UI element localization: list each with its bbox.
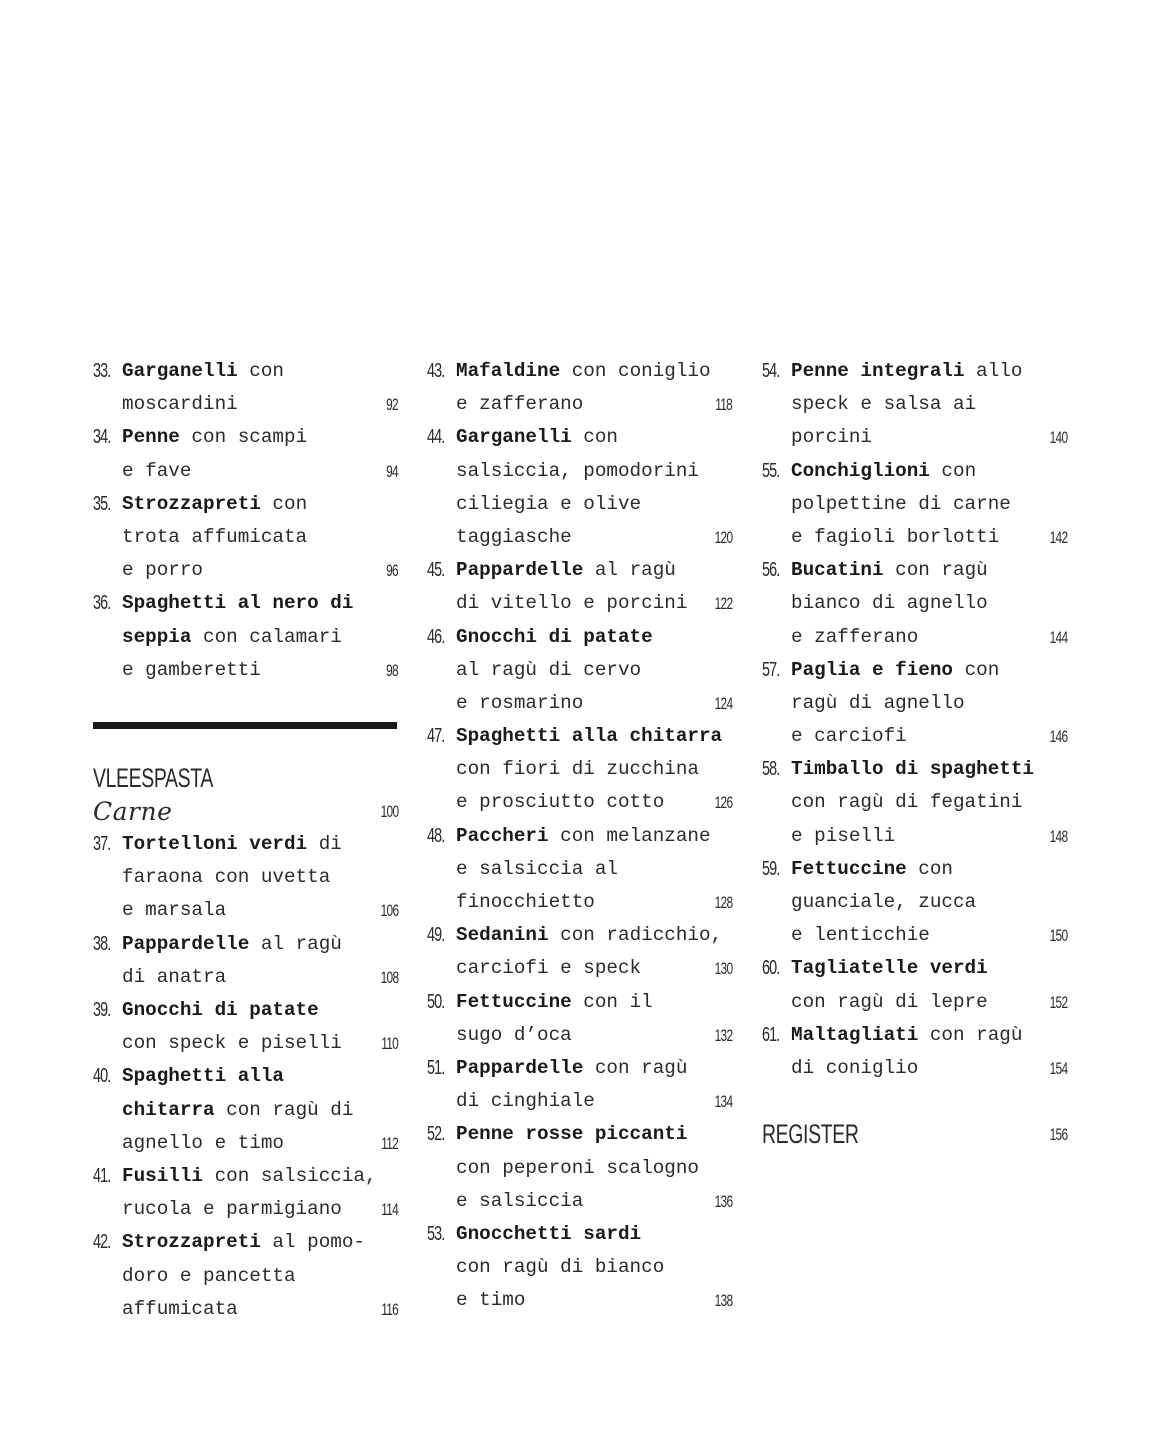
entry-description: e porro (122, 559, 203, 582)
entry-description: e fave (122, 459, 192, 482)
entry-line (93, 521, 398, 554)
section-subtitle: Carne (93, 796, 173, 826)
section-subtitle-row[interactable] (93, 795, 398, 828)
entry-number: 61. (762, 1023, 780, 1046)
toc-entry[interactable] (427, 355, 732, 421)
entry-description: e marsala (122, 899, 227, 922)
entry-line (762, 388, 1067, 421)
toc-entry[interactable] (93, 488, 398, 588)
entry-line (427, 1019, 732, 1052)
entry-line (427, 886, 732, 919)
entry-line (427, 952, 732, 985)
entry-page-number: 146 (1049, 727, 1067, 747)
entry-description: sugo d’oca (456, 1023, 572, 1046)
entry-page-number: 122 (714, 594, 732, 614)
entry-line (93, 621, 398, 654)
entry-description: con ragù di (214, 1098, 354, 1121)
entry-page-number: 92 (386, 395, 398, 415)
entry-page-number: 116 (381, 1299, 398, 1319)
entry-line (427, 1218, 732, 1251)
entry-line (427, 621, 732, 654)
entry-description: e zafferano (791, 625, 919, 648)
entry-page-number: 132 (714, 1025, 732, 1045)
entry-number: 41. (93, 1164, 111, 1187)
entry-number: 39. (93, 999, 111, 1021)
entry-line (93, 1193, 398, 1226)
pasta-name: Maltagliati (791, 1023, 919, 1046)
entry-line (93, 894, 398, 927)
entry-line (93, 421, 398, 454)
toc-entry[interactable] (762, 654, 1067, 754)
entry-description: con radicchio, (548, 924, 723, 947)
entry-line (427, 919, 732, 952)
entry-description: con ragù (918, 1023, 1023, 1046)
entry-number: 50. (427, 990, 445, 1013)
entry-description: e carciofi (791, 725, 907, 748)
entry-line (762, 1052, 1067, 1085)
entry-page-number: 152 (1049, 992, 1067, 1012)
pasta-name: Penne integrali (791, 360, 965, 382)
entry-page-number: 128 (714, 893, 732, 912)
entry-description: di (307, 833, 342, 856)
pasta-name: Fusilli (122, 1164, 203, 1187)
entry-page-number: 118 (715, 395, 732, 415)
entry-number: 36. (93, 592, 111, 615)
entry-line (93, 1127, 398, 1160)
entry-line (93, 994, 398, 1027)
entry-description: bianco di agnello (791, 592, 988, 615)
entry-description: con calamari (191, 625, 342, 648)
entry-page-number: 142 (1049, 527, 1067, 547)
entry-description: con peperoni scalogno (456, 1156, 699, 1179)
entry-line (427, 654, 732, 687)
pasta-name: Bucatini (791, 559, 884, 582)
entry-line (93, 388, 398, 421)
toc-entry[interactable] (427, 421, 732, 554)
entry-number: 56. (762, 559, 780, 582)
entry-line (762, 587, 1067, 620)
entry-line (762, 521, 1067, 554)
pasta-name: Tagliatelle verdi (791, 957, 988, 980)
section-title: VLEESPASTA (93, 762, 213, 793)
entry-number: 34. (93, 426, 111, 449)
toc-entry[interactable] (762, 952, 1067, 1018)
entry-line (427, 986, 732, 1019)
toc-entry[interactable] (427, 1052, 732, 1118)
entry-line (762, 820, 1067, 853)
entry-page-number: 120 (714, 527, 732, 547)
toc-entry[interactable] (93, 587, 398, 687)
entry-number: 33. (93, 360, 111, 382)
toc-entry[interactable] (93, 928, 398, 994)
entry-line (762, 853, 1067, 886)
entry-line (762, 687, 1067, 720)
entry-number: 37. (93, 833, 111, 856)
entry-description: con ragù (583, 1056, 688, 1079)
toc-entry[interactable] (93, 1226, 398, 1326)
toc-entry[interactable] (427, 986, 732, 1052)
entry-description: trota affumicata (122, 525, 308, 548)
entry-page-number: 144 (1049, 627, 1067, 647)
entry-page-number: 134 (714, 1092, 732, 1112)
entry-description: al ragù (583, 559, 676, 582)
entry-line (427, 388, 732, 421)
entry-line (762, 986, 1067, 1019)
entry-description: agnello e timo (122, 1131, 284, 1154)
entry-description: con (237, 360, 285, 382)
register-link[interactable] (762, 1118, 1067, 1151)
entry-number: 59. (762, 857, 780, 880)
entry-number: 43. (427, 360, 445, 382)
entry-description: speck e salsa ai (791, 393, 977, 416)
entry-page-number: 138 (714, 1291, 732, 1311)
toc-entry[interactable] (93, 1160, 398, 1226)
entry-description: con (571, 426, 619, 449)
entry-line (93, 861, 398, 894)
entry-line (93, 928, 398, 961)
entry-line (427, 687, 732, 720)
entry-description: con salsiccia, (203, 1164, 377, 1187)
entry-number: 40. (93, 1065, 111, 1088)
entry-description: ciliegia e olive (456, 492, 642, 515)
entry-line (93, 455, 398, 488)
entry-line (762, 421, 1067, 454)
entry-number: 51. (427, 1056, 445, 1079)
entry-description: con fiori di zucchina (456, 758, 699, 781)
pasta-name: Pappardelle (456, 1056, 584, 1079)
entry-description: allo (964, 360, 1023, 382)
entry-line (93, 1260, 398, 1293)
pasta-name: Mafaldine (456, 360, 561, 382)
pasta-name: Spaghetti alla chitarra (456, 725, 723, 748)
pasta-name: seppia (122, 625, 192, 648)
entry-description: e gamberetti (122, 658, 261, 681)
entry-number: 55. (762, 459, 780, 482)
pasta-name: Conchiglioni (791, 459, 930, 482)
entry-page-number: 124 (714, 693, 732, 713)
entry-description: e rosmarino (456, 691, 584, 714)
entry-line (427, 1052, 732, 1085)
entry-description: salsiccia, pomodorini (456, 459, 699, 482)
pasta-name: Strozzapreti (122, 492, 261, 515)
entry-page-number: 140 (1049, 428, 1067, 448)
toc-entry[interactable] (427, 621, 732, 721)
entry-number: 52. (427, 1123, 445, 1146)
register-title: REGISTER (762, 1119, 859, 1150)
pasta-name: Paglia e fieno (791, 658, 953, 681)
toc-entry[interactable] (427, 554, 732, 620)
entry-number: 47. (427, 725, 445, 748)
entry-line (427, 1251, 732, 1284)
entry-page-number: 130 (714, 959, 732, 979)
entry-description: e timo (456, 1289, 526, 1312)
entry-line (762, 488, 1067, 521)
toc-entry[interactable] (427, 1118, 732, 1218)
toc-column-1 (93, 355, 398, 1326)
entry-page-number: 96 (386, 561, 398, 581)
entry-line (427, 1185, 732, 1218)
entry-line (427, 1152, 732, 1185)
entry-line (762, 952, 1067, 985)
pasta-name: Fettuccine (456, 990, 572, 1013)
toc-entry[interactable] (427, 720, 732, 820)
entry-line (93, 828, 398, 861)
pasta-name: Penne rosse piccanti (456, 1123, 688, 1146)
section-divider (93, 722, 397, 729)
pasta-name: Garganelli (122, 360, 238, 382)
entry-line (762, 654, 1067, 687)
entry-line (762, 886, 1067, 919)
entry-line (93, 1293, 398, 1326)
toc-entry[interactable] (762, 853, 1067, 953)
entry-number: 54. (762, 360, 780, 382)
entry-page-number: 148 (1049, 826, 1067, 846)
entry-number: 57. (762, 658, 780, 681)
toc-entry[interactable] (762, 554, 1067, 654)
entry-list-before (93, 355, 398, 687)
pasta-name: Gnocchi di patate (122, 999, 319, 1021)
entry-description: di coniglio (791, 1056, 919, 1079)
entry-description: di cinghiale (456, 1090, 595, 1113)
entry-description: con il (571, 990, 653, 1013)
entry-description: moscardini (122, 393, 238, 416)
entry-line (427, 753, 732, 786)
entry-line (427, 1085, 732, 1118)
entry-line (427, 786, 732, 819)
entry-line (93, 355, 398, 388)
entry-number: 60. (762, 957, 780, 980)
entry-number: 44. (427, 426, 445, 449)
entry-line (427, 853, 732, 886)
entry-description: e lenticchie (791, 924, 930, 947)
pasta-name: Penne (122, 426, 180, 449)
entry-description: al ragù di cervo (456, 658, 642, 681)
entry-line (762, 919, 1067, 952)
register-page-number: 156 (1049, 1125, 1067, 1145)
entry-number: 42. (93, 1231, 111, 1254)
entry-line (762, 554, 1067, 587)
entry-description: e salsiccia al (456, 857, 618, 880)
entry-line (93, 1094, 398, 1127)
entry-description: di anatra (122, 965, 227, 988)
entry-page-number: 94 (386, 461, 398, 481)
toc-entry[interactable] (427, 820, 732, 920)
entry-description: e prosciutto cotto (456, 791, 665, 814)
entry-line (93, 587, 398, 620)
section-page-number: 100 (380, 801, 398, 821)
entry-number: 48. (427, 824, 445, 847)
pasta-name: Garganelli (456, 426, 572, 449)
entry-description: polpettine di carne (791, 492, 1011, 515)
entry-description: con ragù di fegatini (791, 791, 1023, 814)
entry-description: di vitello e porcini (456, 592, 688, 615)
entry-number: 58. (762, 758, 780, 781)
pasta-name: Spaghetti al nero di (122, 592, 354, 615)
pasta-name: Gnocchetti sardi (456, 1222, 642, 1245)
entry-number: 46. (427, 625, 445, 648)
entry-description: e piselli (791, 824, 896, 847)
toc-entry[interactable] (93, 1060, 398, 1160)
entry-list-after (93, 828, 398, 1326)
entry-description: con speck e piselli (122, 1032, 342, 1055)
entry-description: con scampi (179, 426, 308, 449)
entry-description: ragù di agnello (791, 691, 965, 714)
entry-description: con ragù di bianco (456, 1256, 665, 1279)
pasta-name: Strozzapreti (122, 1231, 261, 1254)
entry-description: affumicata (122, 1297, 238, 1320)
entry-page-number: 150 (1049, 926, 1067, 946)
pasta-name: chitarra (122, 1098, 215, 1121)
entry-description: taggiasche (456, 525, 572, 548)
entry-line (762, 455, 1067, 488)
entry-description: e salsiccia (456, 1189, 584, 1212)
entry-description: rucola e parmigiano (122, 1198, 342, 1221)
entry-line (762, 720, 1067, 753)
toc-entry[interactable] (762, 455, 1067, 555)
pasta-name: Pappardelle (456, 559, 584, 582)
entry-line (427, 1284, 732, 1317)
entry-description: con (953, 658, 1000, 681)
toc-entry[interactable] (427, 919, 732, 985)
entry-line (93, 961, 398, 994)
toc-entry[interactable] (93, 994, 398, 1060)
entry-description: e fagioli borlotti (791, 525, 1000, 548)
entry-number: 45. (427, 559, 445, 582)
pasta-name: Gnocchi di patate (456, 625, 653, 648)
entry-description: con (929, 459, 977, 482)
entry-description: porcini (791, 426, 872, 449)
entry-page-number: 106 (380, 901, 398, 921)
toc-entry[interactable] (427, 1218, 732, 1318)
entry-line (93, 1060, 398, 1093)
entry-line (427, 554, 732, 587)
toc-entry[interactable] (93, 421, 398, 487)
entry-line (93, 554, 398, 587)
pasta-name: Timballo di spaghetti (791, 758, 1034, 781)
entry-description: finocchietto (456, 891, 595, 913)
entry-line (427, 820, 732, 853)
entry-line (427, 455, 732, 488)
entry-description: faraona con uvetta (122, 866, 331, 889)
entry-list (762, 355, 1067, 1085)
pasta-name: Spaghetti alla (122, 1065, 284, 1088)
entry-description: con ragù di lepre (791, 990, 988, 1013)
entry-list (427, 355, 732, 1317)
entry-line (762, 753, 1067, 786)
entry-line (93, 1027, 398, 1060)
entry-line (93, 1226, 398, 1259)
entry-description: con (906, 857, 954, 880)
entry-line (93, 488, 398, 521)
entry-description: carciofi e speck (456, 957, 642, 980)
entry-line (762, 355, 1067, 388)
entry-line (93, 1160, 398, 1193)
entry-page-number: 114 (381, 1200, 398, 1220)
entry-line (427, 1118, 732, 1151)
toc-entry[interactable] (762, 355, 1067, 455)
pasta-name: Pappardelle (122, 932, 250, 955)
toc-entry[interactable] (762, 753, 1067, 853)
toc-column-2 (427, 355, 732, 1317)
entry-description: con melanzane (548, 824, 711, 847)
entry-line (427, 355, 732, 388)
pasta-name: Paccheri (456, 824, 549, 847)
pasta-name: Sedanini (456, 924, 549, 947)
entry-line (427, 720, 732, 753)
entry-line (93, 654, 398, 687)
entry-line (762, 786, 1067, 819)
entry-number: 53. (427, 1222, 445, 1245)
entry-line (762, 621, 1067, 654)
entry-page-number: 98 (386, 660, 398, 680)
entry-page-number: 136 (714, 1191, 732, 1211)
entry-description: al pomo- (260, 1231, 365, 1254)
toc-entry[interactable] (93, 355, 398, 421)
entry-page-number: 154 (1049, 1058, 1067, 1078)
entry-page-number: 110 (381, 1034, 398, 1054)
entry-number: 35. (93, 492, 111, 515)
entry-line (427, 587, 732, 620)
entry-page-number: 126 (714, 793, 732, 813)
entry-line (427, 488, 732, 521)
entry-description: al ragù (249, 932, 342, 955)
entry-line (762, 1019, 1067, 1052)
toc-entry[interactable] (93, 828, 398, 928)
entry-page-number: 108 (380, 967, 398, 987)
entry-line (427, 521, 732, 554)
entry-number: 38. (93, 932, 111, 955)
entry-description: guanciale, zucca (791, 891, 977, 913)
entry-description: con coniglio (560, 360, 711, 382)
pasta-name: Fettuccine (791, 857, 907, 880)
entry-description: con ragù (883, 559, 988, 582)
entry-description: e zafferano (456, 393, 584, 416)
entry-line (427, 421, 732, 454)
entry-page-number: 112 (381, 1133, 398, 1153)
entry-description: doro e pancetta (122, 1264, 296, 1287)
toc-column-3 (762, 355, 1067, 1151)
pasta-name: Tortelloni verdi (122, 833, 308, 856)
toc-entry[interactable] (762, 1019, 1067, 1085)
entry-description: con (260, 492, 308, 515)
entry-number: 49. (427, 924, 445, 947)
